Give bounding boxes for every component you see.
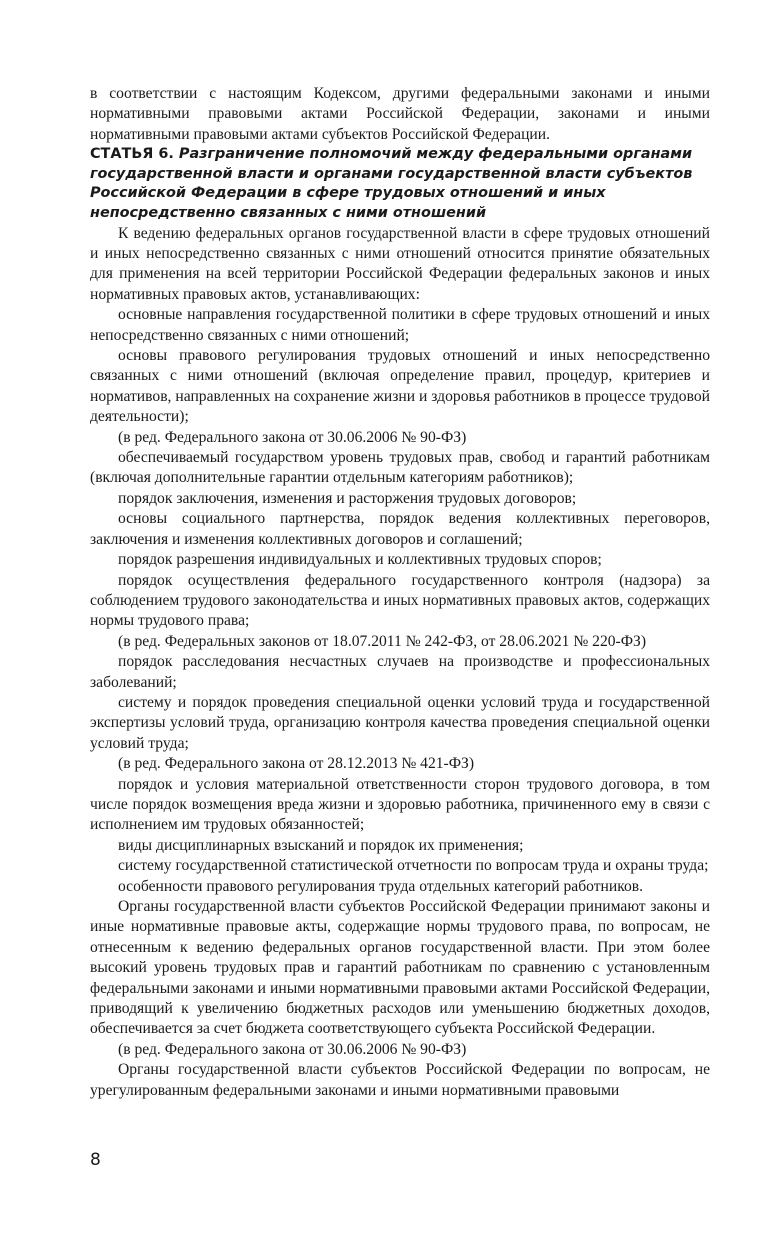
paragraph: порядок заключения, изменения и расторжения трудовых договоров; [118,489,577,507]
paragraph: основы правового регулирования трудовых отношений и иных непосредственно связанных с ними отношений (включая определение правил, процедур, критериев и нормативов, направленных на сохранение жизни и здоровья работников в процессе трудовой деятельности); [90,347,710,426]
amendment-note: (в ред. Федеральных законов от 18.07.2011 № 242-ФЗ, от 28.06.2021 № 220-ФЗ) [118,632,647,650]
intro-paragraph: в соответствии с настоящим Кодексом, другими федеральными законами и иными нормативными правовыми актами Российской Федерации, законами и иными нормативными правовыми актами субъектов Российской Федерации. [90,85,710,143]
paragraph: основные направления государственной политики в сфере трудовых отношений и иных непосредственно связанных с ними отношений; [90,306,710,344]
amendment-note: (в ред. Федерального закона от 28.12.2013 № 421-ФЗ) [118,755,475,773]
paragraph: систему и порядок проведения специальной оценки условий труда и государственной экспертизы условий труда, организацию контроля качества проведения специальной оценки условий труда; [90,693,710,752]
paragraph: обеспечиваемый государством уровень трудовых прав, свобод и гарантий работникам (включая дополнительные гарантии отдельным категориям работников); [90,449,710,487]
page-number: 8 [90,1150,101,1170]
paragraph: особенности правового регулирования труда отдельных категорий работников. [118,877,644,895]
page-content [90,84,710,1101]
article-title: Разграничение полномочий между федеральными органами государственной власти и органами государственной власти субъектов Российской Федерации в сфере трудовых отношений и иных непосредственно связанных с ними отношений [90,146,693,221]
paragraph: К ведению федеральных органов государственной власти в сфере трудовых отношений и иных непосредственно связанных с ними отношений относится принятие обязательных для применения на всей территории Российской Федерации федеральных законов и иных нормативных правовых актов, устанавливающих: [90,224,710,303]
paragraph: Органы государственной власти субъектов Российской Федерации принимают законы и иные нормативные правовые акты, содержащие нормы трудового права, по вопросам, не отнесенным к ведению федеральных органов государственной власти. При этом более высокий уровень трудовых прав и гарантий работникам по сравнению с установленным федеральными законами и иными нормативными правовыми актами Российской Федерации, приводящий к увеличению бюджетных расходов или уменьшению бюджетных доходов, обеспечивается за счет бюджета соответствующего субъекта Российской Федерации. [90,898,710,1038]
paragraph: порядок разрешения индивидуальных и коллективных трудовых споров; [118,551,602,569]
paragraph: виды дисциплинарных взысканий и порядок их применения; [118,836,524,854]
paragraph: основы социального партнерства, порядок ведения коллективных переговоров, заключения и изменения коллективных договоров и соглашений; [90,510,710,548]
amendment-note: (в ред. Федерального закона от 30.06.2006 № 90-ФЗ) [118,1040,467,1058]
paragraph: Органы государственной власти субъектов Российской Федерации по вопросам, не урегулированным федеральными законами и иными нормативными правовыми [90,1061,710,1099]
paragraph: систему государственной статистической отчетности по вопросам труда и охраны труда; [118,857,709,875]
paragraph: порядок и условия материальной ответственности сторон трудового договора, в том числе порядок возмещения вреда жизни и здоровью работника, причиненного ему в связи с исполнением им трудовых обязанностей; [90,775,710,834]
paragraph: порядок осуществления федерального государственного контроля (надзора) за соблюдением трудового законодательства и иных нормативных правовых актов, содержащих нормы трудового права; [90,571,710,630]
paragraph: порядок расследования несчастных случаев на производстве и профессиональных заболеваний; [90,653,710,691]
amendment-note: (в ред. Федерального закона от 30.06.2006 № 90-ФЗ) [118,428,467,446]
article-heading [90,145,710,223]
article-number: СТАТЬЯ 6. [90,146,174,163]
